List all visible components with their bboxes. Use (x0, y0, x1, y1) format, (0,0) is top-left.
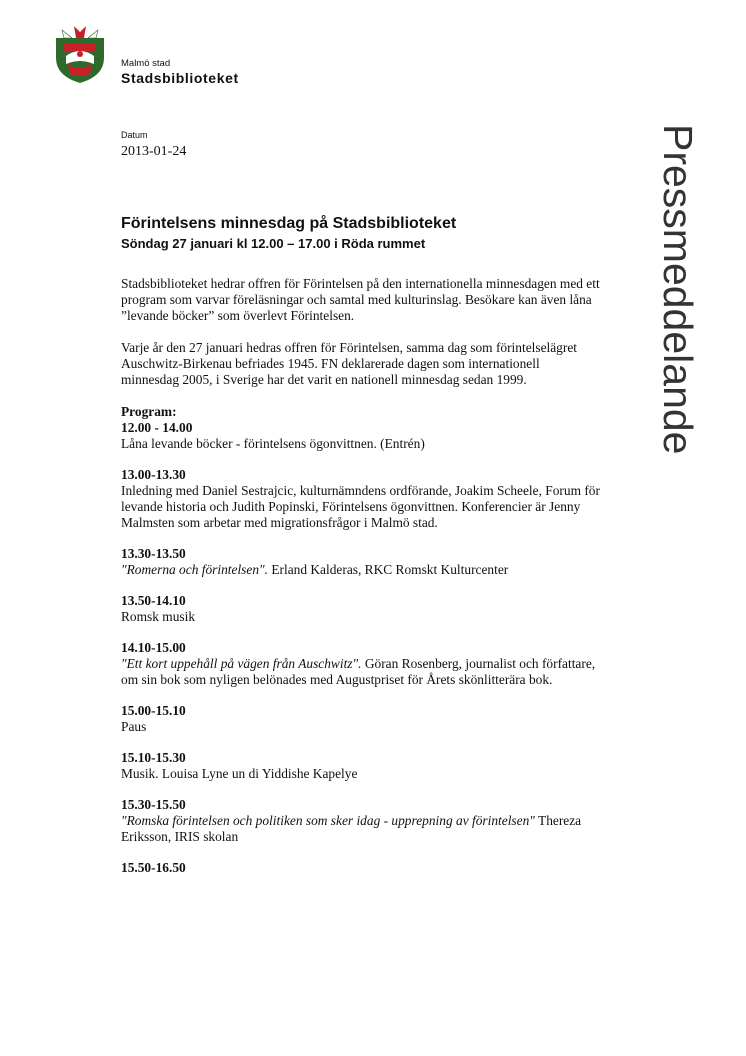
program-description (121, 436, 601, 452)
press-title: Förintelsens minnesdag på Stadsbiblioteket (121, 215, 457, 232)
program-work-title: "Ett kort uppehåll på vägen från Auschwitz". (121, 656, 362, 671)
program-item (121, 593, 601, 625)
program-heading: Program: (121, 404, 177, 419)
program-text: Thereza Eriksson, IRIS skolan (121, 813, 582, 844)
program-description (121, 656, 601, 688)
program-text: Romsk musik (121, 609, 196, 624)
program-time: 13.30-13.50 (121, 546, 186, 561)
program-description (121, 766, 601, 782)
program-item (121, 640, 601, 688)
program-time: 15.00-15.10 (121, 703, 186, 718)
date-label: Datum (121, 130, 148, 140)
organization-name (121, 59, 239, 86)
org-library: Stadsbiblioteket (121, 69, 239, 86)
malmo-coat-of-arms-logo (54, 24, 106, 84)
program-text: Inledning med Daniel Sestrajcic, kulturnämndens ordförande, Joakim Scheele, Forum för levande historia och Judith Popinski, Förintelsens ögonvittnen. Konferencier är Jenny Malmsten som arbetar med migrationsfrågor i Malmö stad. (121, 483, 600, 530)
program-time: 14.10-15.00 (121, 640, 186, 655)
program-item (121, 797, 601, 845)
program-time: 15.30-15.50 (121, 797, 186, 812)
vertical-label-container (652, 124, 700, 564)
program-text: Paus (121, 719, 147, 734)
program-item (121, 750, 601, 782)
program-time: 13.50-14.10 (121, 593, 186, 608)
program-time: 12.00 - 14.00 (121, 420, 193, 435)
program-item (121, 420, 601, 452)
program-time: 15.10-15.30 (121, 750, 186, 765)
program-time: 15.50-16.50 (121, 860, 186, 875)
program-item (121, 546, 601, 578)
program-description (121, 719, 601, 735)
program-text: Musik. Louisa Lyne un di Yiddishe Kapelye (121, 766, 358, 781)
program-list (121, 420, 601, 876)
org-city: Malmö stad (121, 58, 171, 69)
paragraph: Varje år den 27 januari hedras offren för Förintelsen, samma dag som förintelselägret Auschwitz-Birkenau befriades 1945. FN deklarerade dagen som internationell minnesdag 2005, i Sverige har det varit en nationell minnesdag sedan 1999. (121, 340, 577, 387)
program-item (121, 703, 601, 735)
program-item (121, 467, 601, 531)
press-body (121, 276, 601, 891)
program-text: Erland Kalderas, RKC Romskt Kulturcenter (268, 562, 509, 577)
paragraph: Stadsbiblioteket hedrar offren för Förintelsen på den internationella minnesdagen med ett program som varvar föreläsningar och samtal med kulturinslag. Besökare kan även låna ”levande böcker” som överlevt Förintelsen. (121, 276, 600, 323)
program-text: Låna levande böcker - förintelsens ögonvittnen. (Entrén) (121, 436, 425, 451)
program-work-title: "Romerna och förintelsen". (121, 562, 268, 577)
program-description (121, 609, 601, 625)
program-time: 13.00-13.30 (121, 467, 186, 482)
program-description (121, 562, 601, 578)
program-item (121, 860, 601, 876)
program-text: Göran Rosenberg, journalist och författare, om sin bok som nyligen belönades med Augustpriset för Årets skönlitterära bok. (121, 656, 596, 687)
program-work-title: "Romska förintelsen och politiken som sker idag - upprepning av förintelsen" (121, 813, 535, 828)
program-description (121, 813, 601, 845)
program-description (121, 483, 601, 531)
vertical-label: Pressmeddelande (655, 124, 701, 455)
press-subtitle: Söndag 27 januari kl 12.00 – 17.00 i Röda rummet (121, 236, 426, 251)
date-value: 2013-01-24 (121, 144, 187, 159)
